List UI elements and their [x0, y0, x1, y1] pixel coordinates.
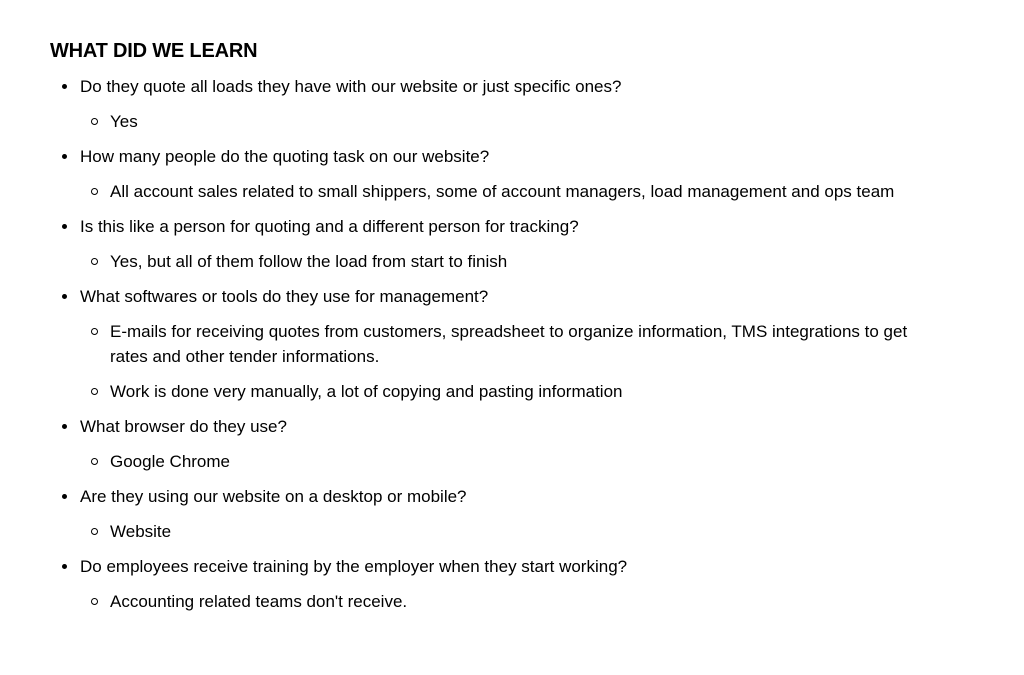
answer-item [80, 109, 930, 134]
answer-text: Work is done very manually, a lot of copying and pasting information [110, 382, 623, 401]
answer-list [80, 319, 930, 404]
answer-item [80, 449, 930, 474]
answer-item [80, 519, 930, 544]
answer-text: Yes, but all of them follow the load from start to finish [110, 252, 508, 271]
answer-item [80, 589, 930, 614]
answer-text: All account sales related to small shippers, some of account managers, load management and ops team [110, 182, 895, 201]
document-page [50, 38, 930, 624]
question-text: Do they quote all loads they have with our website or just specific ones? [80, 77, 622, 96]
question-item [50, 554, 930, 614]
answer-text: Google Chrome [110, 452, 231, 471]
question-item [50, 414, 930, 474]
question-item [50, 284, 930, 404]
answer-text: E-mails for receiving quotes from customers, spreadsheet to organize information, TMS integrations to get rates and other tender informations. [110, 322, 908, 366]
answer-item [80, 379, 930, 404]
question-item [50, 74, 930, 134]
answer-list [80, 249, 930, 274]
question-text: What browser do they use? [80, 417, 287, 436]
question-text: How many people do the quoting task on our website? [80, 147, 490, 166]
answer-list [80, 589, 930, 614]
question-text: Do employees receive training by the employer when they start working? [80, 557, 628, 576]
answer-list [80, 449, 930, 474]
answer-list [80, 109, 930, 134]
question-text: Are they using our website on a desktop or mobile? [80, 487, 467, 506]
question-text: What softwares or tools do they use for management? [80, 287, 489, 306]
answer-item [80, 319, 930, 369]
question-item [50, 484, 930, 544]
answer-list [80, 519, 930, 544]
question-list [50, 74, 930, 614]
answer-item [80, 179, 930, 204]
answer-text: Yes [110, 112, 138, 131]
question-text: Is this like a person for quoting and a different person for tracking? [80, 217, 579, 236]
question-item [50, 214, 930, 274]
answer-item [80, 249, 930, 274]
answer-text: Website [110, 522, 172, 541]
answer-list [80, 179, 930, 204]
answer-text: Accounting related teams don't receive. [110, 592, 408, 611]
question-item [50, 144, 930, 204]
page-title: WHAT DID WE LEARN [50, 40, 258, 62]
